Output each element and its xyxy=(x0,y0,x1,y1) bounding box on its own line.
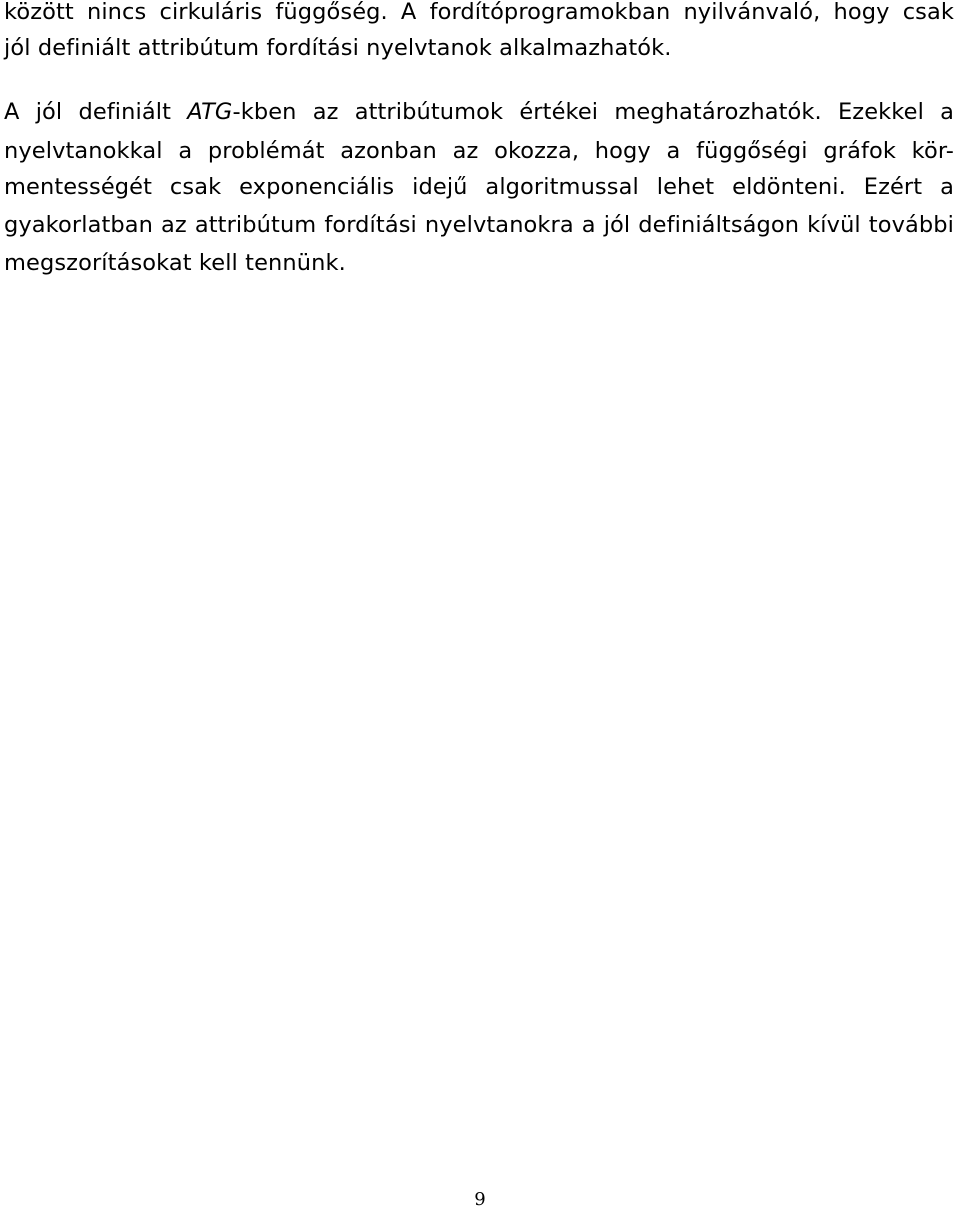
paragraph-2-line-3: mentességét csak exponenciális idejű algoritmussal lehet eldönteni. Ezért a xyxy=(4,174,954,200)
paragraph-1-line-1: között nincs cirkuláris függőség. A fordítóprogramokban nyilvánvaló, hogy csak xyxy=(4,0,954,25)
atg-term: ATG xyxy=(187,99,233,125)
paragraph-2-line-1-end: -kben az attribútumok értékei meghatározhatók. Ezekkel a xyxy=(232,99,955,125)
paragraph-2-line-4: gyakorlatban az attribútum fordítási nyelvtanokra a jól definiáltságon kívül további xyxy=(4,212,954,238)
paragraph-2-line-1-start: A jól definiált xyxy=(4,99,188,125)
paragraph-2-line-1 xyxy=(4,97,954,127)
page-number: 9 xyxy=(474,1189,486,1210)
paragraph-2-line-5: megszorításokat kell tennünk. xyxy=(4,250,346,276)
paragraph-2-line-2: nyelvtanokkal a problémát azonban az okozza, hogy a függőségi gráfok kör- xyxy=(4,138,954,164)
paragraph-1-line-2: jól definiált attribútum fordítási nyelvtanok alkalmazhatók. xyxy=(4,35,672,61)
